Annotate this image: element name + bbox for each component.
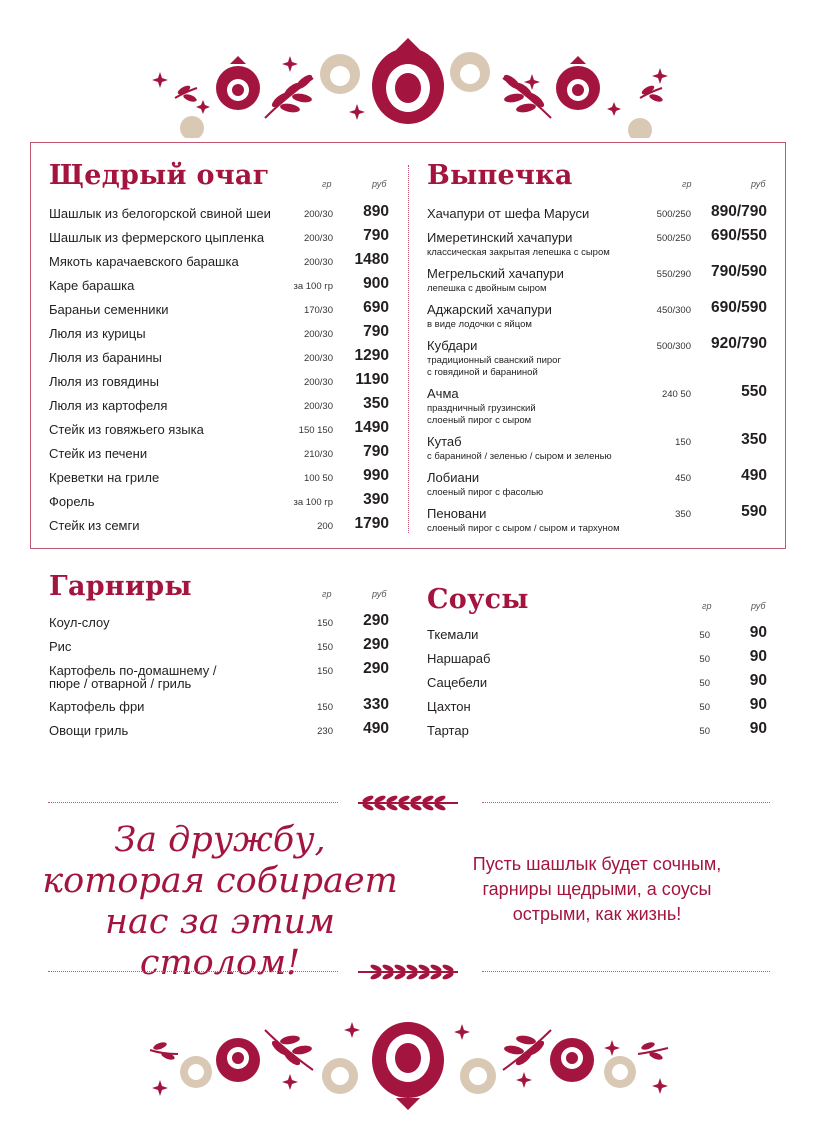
wish-line: Пусть шашлык будет сочным, — [472, 854, 722, 874]
star-icon — [282, 56, 298, 72]
menu-item-name: Креветки на гриле — [49, 470, 160, 485]
menu-item-price: 90 — [749, 696, 767, 713]
menu-item-price: 290 — [363, 612, 389, 629]
section-title-sauces: Соусы — [427, 584, 529, 615]
menu-item-weight: 200/30 — [303, 233, 333, 244]
menu-item-weight: 200/30 — [303, 209, 333, 220]
menu-item-name: Овощи гриль — [49, 723, 129, 738]
menu-item-weight: 50 — [699, 678, 710, 689]
pomegranate-ornament-bottom — [0, 1010, 816, 1110]
menu-item-price: 1480 — [354, 251, 389, 268]
menu-item-name: Мякоть карачаевского барашка — [49, 254, 239, 269]
menu-item-description: в виде лодочки с яйцом — [427, 319, 532, 330]
star-icon — [349, 104, 365, 120]
star-icon — [607, 102, 621, 116]
menu-item-price: 330 — [363, 696, 389, 713]
menu-item-name: Ачма — [427, 386, 459, 401]
menu-item-name: Люля из баранины — [49, 350, 162, 365]
menu-item-weight: за 100 гр — [293, 497, 333, 508]
dotted-divider — [48, 802, 338, 803]
dotted-divider — [48, 971, 338, 972]
section-title-pastry: Выпечка — [427, 160, 573, 191]
menu-item-price: 490 — [363, 720, 389, 737]
star-icon — [652, 1078, 668, 1094]
pomegranate-icon — [216, 56, 260, 110]
col-head-rub: руб — [372, 589, 387, 599]
dotted-divider — [482, 802, 770, 803]
menu-item-weight: 150 — [317, 642, 333, 653]
toast-line: нас за этим — [104, 902, 336, 942]
menu-item-name: Шашлык из фермерского цыпленка — [49, 230, 265, 245]
menu-item-weight: за 100 гр — [293, 281, 333, 292]
pomegranate-icon — [628, 118, 652, 138]
menu-item-name: пюре / отварной / гриль — [49, 676, 192, 691]
col-head-gr: гр — [682, 179, 692, 189]
menu-item-weight: 200/30 — [303, 329, 333, 340]
pomegranate-icon — [372, 38, 444, 124]
star-icon — [282, 1074, 298, 1090]
toast-line: которая собирает — [42, 861, 398, 901]
menu-item-weight: 150 — [317, 618, 333, 629]
menu-item-name: Стейк из говяжьего языка — [49, 422, 204, 437]
leaf-branch-icon — [356, 963, 460, 981]
menu-item-weight: 50 — [699, 654, 710, 665]
menu-item-name: Форель — [49, 494, 95, 509]
leaf-branch-icon — [503, 1030, 551, 1070]
leaf-branch-icon — [640, 84, 664, 103]
menu-item-description: слоеный пирог с фасолью — [427, 487, 544, 498]
menu-item-price: 350 — [741, 431, 767, 448]
pomegranate-icon — [180, 116, 204, 138]
menu-item-price: 90 — [749, 648, 767, 665]
menu-item-name: Сацебели — [427, 675, 488, 690]
col-head-gr: гр — [702, 601, 712, 611]
menu-item-description: праздничный грузинский — [427, 403, 536, 414]
menu-item-weight: 50 — [699, 630, 710, 641]
menu-item-weight: 500/300 — [656, 341, 691, 352]
wish-line: гарниры щедрыми, а соусы — [482, 879, 712, 899]
star-icon — [652, 68, 668, 84]
menu-item-weight: 200 — [317, 521, 333, 532]
menu-item-description: классическая закрытая лепешка с сыром — [427, 247, 610, 258]
menu-item-price: 90 — [749, 720, 767, 737]
menu-item-price: 790 — [363, 323, 389, 340]
star-icon — [454, 1024, 470, 1040]
star-icon — [196, 100, 210, 114]
menu-item-weight: 450 — [675, 473, 691, 484]
menu-item-name: Наршараб — [427, 651, 491, 666]
menu-item-weight: 210/30 — [303, 449, 333, 460]
pomegranate-icon — [556, 56, 600, 110]
menu-item-name: Кутаб — [427, 434, 462, 449]
toast-line: За дружбу, — [114, 820, 326, 860]
menu-item-price: 690/590 — [710, 299, 767, 316]
col-head-gr: гр — [322, 589, 332, 599]
star-icon — [152, 72, 168, 88]
menu-item-price: 990 — [363, 467, 389, 484]
col-head-rub: руб — [751, 179, 766, 189]
menu-item-price: 890 — [363, 203, 389, 220]
menu-item-description: слоеный пирог с сыром — [427, 415, 532, 426]
menu-item-weight: 350 — [675, 509, 691, 520]
menu-item-name: Люля из картофеля — [49, 398, 168, 413]
leaf-branch-icon — [265, 1030, 313, 1070]
toast-text — [40, 820, 400, 984]
menu-item-name: Хачапури от шефа Маруси — [427, 206, 590, 221]
leaf-branch-icon — [638, 1041, 668, 1061]
toast-line: столом! — [139, 943, 301, 983]
menu-item-weight: 50 — [699, 726, 710, 737]
pomegranate-icon — [322, 1058, 358, 1094]
menu-item-name: Стейк из печени — [49, 446, 148, 461]
star-icon — [516, 1072, 532, 1088]
menu-item-description: лепешка с двойным сыром — [427, 283, 547, 294]
menu-item-price: 900 — [363, 275, 389, 292]
menu-item-price: 90 — [749, 672, 767, 689]
wish-line: острыми, как жизнь! — [512, 904, 682, 924]
menu-item-price: 920/790 — [710, 335, 767, 352]
wish-text — [432, 852, 762, 927]
leaf-branch-icon — [356, 794, 460, 812]
menu-item-weight: 150 150 — [298, 425, 333, 436]
menu-item-price: 690/550 — [710, 227, 767, 244]
menu-item-weight: 450/300 — [656, 305, 691, 316]
column-divider — [408, 165, 409, 533]
menu-item-name: Имеретинский хачапури — [427, 230, 573, 245]
menu-item-price: 90 — [749, 624, 767, 641]
menu-item-price: 550 — [741, 383, 767, 400]
menu-item-price: 1790 — [354, 515, 389, 532]
menu-item-name: Кубдари — [427, 338, 478, 353]
menu-item-name: Каре барашка — [49, 278, 135, 293]
leaf-branch-icon — [265, 73, 314, 118]
menu-item-price: 890/790 — [710, 203, 767, 220]
leaf-branch-icon — [502, 73, 551, 118]
col-head-rub: руб — [372, 179, 387, 189]
menu-item-weight: 200/30 — [303, 257, 333, 268]
menu-item-price: 790 — [363, 443, 389, 460]
menu-item-price: 790 — [363, 227, 389, 244]
menu-item-price: 350 — [363, 395, 389, 412]
menu-item-name: Шашлык из белогорской свиной шеи — [49, 206, 271, 221]
menu-item-price: 1190 — [355, 371, 389, 388]
pomegranate-icon — [460, 1058, 496, 1094]
section-title-grill: Щедрый очаг — [49, 160, 270, 191]
menu-item-price: 790/590 — [710, 263, 767, 280]
menu-item-name: Мегрельский хачапури — [427, 266, 564, 281]
leaf-branch-icon — [175, 84, 198, 103]
menu-item-name: Люля из говядины — [49, 374, 159, 389]
section-title-sides: Гарниры — [49, 571, 192, 602]
pomegranate-icon — [372, 1022, 444, 1110]
menu-item-name: Ткемали — [427, 627, 479, 642]
pomegranate-icon — [450, 52, 490, 92]
menu-item-weight: 240 50 — [661, 389, 691, 400]
dotted-divider — [482, 971, 770, 972]
menu-item-weight: 200/30 — [303, 377, 333, 388]
menu-item-name: Стейк из семги — [49, 518, 140, 533]
menu-item-description: с бараниной / зеленью / сыром и зеленью — [427, 451, 612, 462]
menu-item-description: слоеный пирог с сыром / сыром и тархуном — [427, 523, 620, 534]
menu-item-name: Картофель по-домашнему / — [49, 663, 217, 678]
menu-item-weight: 500/250 — [656, 233, 691, 244]
menu-item-weight: 200/30 — [303, 353, 333, 364]
menu-item-weight: 500/250 — [656, 209, 691, 220]
col-head-gr: гр — [322, 179, 332, 189]
menu-item-weight: 50 — [699, 702, 710, 713]
menu-item-weight: 150 — [675, 437, 691, 448]
menu-item-price: 1490 — [354, 419, 389, 436]
col-head-rub: руб — [751, 601, 766, 611]
menu-item-weight: 150 — [317, 666, 333, 677]
menu-item-description: традиционный сванский пирог — [427, 355, 561, 366]
menu-item-name: Бараньи семенники — [49, 302, 169, 317]
menu-item-price: 590 — [741, 503, 767, 520]
menu-item-price: 690 — [363, 299, 389, 316]
menu-item-name: Коул-слоу — [49, 615, 110, 630]
pomegranate-icon — [320, 54, 360, 94]
menu-item-weight: 550/290 — [656, 269, 691, 280]
menu-item-name: Цахтон — [427, 699, 471, 714]
star-icon — [604, 1040, 620, 1056]
menu-item-name: Лобиани — [427, 470, 480, 485]
menu-item-name: Тартар — [427, 723, 469, 738]
pomegranate-ornament-top — [0, 38, 816, 138]
menu-item-weight: 170/30 — [303, 305, 333, 316]
menu-item-name: Пеновани — [427, 506, 487, 521]
menu-item-weight: 230 — [317, 726, 333, 737]
menu-item-price: 290 — [363, 660, 389, 677]
pomegranate-icon — [216, 1038, 260, 1082]
menu-item-name: Рис — [49, 639, 72, 654]
menu-item-price: 490 — [741, 467, 767, 484]
menu-item-price: 290 — [363, 636, 389, 653]
menu-item-price: 390 — [363, 491, 389, 508]
menu-item-weight: 150 — [317, 702, 333, 713]
menu-item-weight: 200/30 — [303, 401, 333, 412]
menu-item-weight: 100 50 — [303, 473, 333, 484]
leaf-branch-icon — [150, 1041, 178, 1061]
pomegranate-icon — [180, 1056, 212, 1088]
menu-item-description: с говядиной и бараниной — [427, 367, 538, 378]
star-icon — [152, 1080, 168, 1096]
menu-item-name: Картофель фри — [49, 699, 145, 714]
star-icon — [344, 1022, 360, 1038]
menu-item-name: Аджарский хачапури — [427, 302, 552, 317]
pomegranate-icon — [604, 1056, 636, 1088]
pomegranate-icon — [550, 1038, 594, 1082]
menu-item-price: 1290 — [354, 347, 389, 364]
menu-item-name: Люля из курицы — [49, 326, 146, 341]
